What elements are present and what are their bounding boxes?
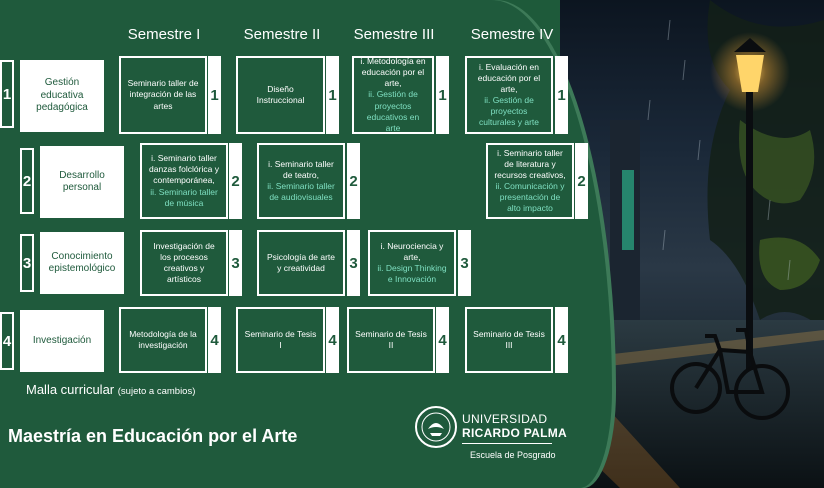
credit-r2-s4: 2 xyxy=(575,143,588,219)
school-name: Escuela de Posgrado xyxy=(470,450,556,460)
course-r2-s4-line2: ii. Comunicación y presentación de alto impacto xyxy=(495,181,565,214)
course-r1-s3-line2: ii. Gestión de proyectos educativos en arte xyxy=(366,89,420,133)
university-name xyxy=(462,412,567,440)
semester-header-1: Semestre I xyxy=(127,26,201,43)
row-2-label: Desarrollo personal xyxy=(40,146,124,218)
course-r2-s4 xyxy=(486,143,574,219)
row-3-number: 3 xyxy=(20,234,34,292)
row-1-label: Gestión educativa pedagógica xyxy=(20,60,104,132)
curriculum-caption xyxy=(26,382,195,397)
course-r2-s1 xyxy=(140,143,228,219)
course-r3-s3-line1: i. Neurociencia y arte, xyxy=(380,240,444,262)
course-r3-s3 xyxy=(368,230,456,296)
row-4-label: Investigación xyxy=(20,310,104,372)
credit-r3-s1: 3 xyxy=(229,230,242,296)
credit-r1-s2: 1 xyxy=(326,56,339,134)
credit-r2-s2: 2 xyxy=(347,143,360,219)
course-r1-s3-line1: i. Metodología en educación por el arte, xyxy=(360,56,426,89)
row-2-number: 2 xyxy=(20,148,34,214)
semester-header-3: Semestre III xyxy=(353,26,435,43)
course-r2-s2 xyxy=(257,143,345,219)
course-r1-s4 xyxy=(465,56,553,134)
credit-r2-s1: 2 xyxy=(229,143,242,219)
course-r1-s3 xyxy=(352,56,434,134)
row-1-number: 1 xyxy=(0,60,14,128)
row-4-number: 4 xyxy=(0,312,14,370)
course-r2-s1-line2: ii. Seminario taller de música xyxy=(150,186,218,208)
credit-r1-s3: 1 xyxy=(436,56,449,134)
credit-r3-s2: 3 xyxy=(347,230,360,296)
credit-r4-s2: 4 xyxy=(326,307,339,373)
semester-header-2: Semestre II xyxy=(243,26,321,43)
university-name-line1: UNIVERSIDAD xyxy=(462,412,548,426)
credit-r3-s3: 3 xyxy=(458,230,471,296)
logo-divider xyxy=(462,443,552,444)
course-r4-s4: Seminario de Tesis III xyxy=(465,307,553,373)
course-r1-s2: Diseño Instruccional xyxy=(236,56,325,134)
university-name-line2: RICARDO PALMA xyxy=(462,426,568,440)
credit-r1-s4: 1 xyxy=(555,56,568,134)
course-r1-s1: Seminario taller de integración de las artes xyxy=(119,56,207,134)
course-r1-s4-line1: i. Evaluación en educación por el arte, xyxy=(477,61,541,94)
course-r1-s4-line2: ii. Gestión de proyectos culturales y arte xyxy=(479,95,539,128)
course-r3-s3-line2: ii. Design Thinking e Innovación xyxy=(377,263,447,285)
course-r3-s2: Psicología de arte y creatividad xyxy=(257,230,345,296)
curriculum-caption-title: Malla curricular xyxy=(26,382,115,397)
course-r4-s1: Metodología de la investigación xyxy=(119,307,207,373)
course-r2-s4-line1: i. Seminario taller de literatura y recursos creativos, xyxy=(494,147,566,180)
credit-r4-s4: 4 xyxy=(555,307,568,373)
program-title: Maestría en Educación por el Arte xyxy=(8,426,298,446)
course-r4-s3: Seminario de Tesis II xyxy=(347,307,435,373)
course-r2-s2-line1: i. Seminario taller de teatro, xyxy=(268,158,334,180)
curriculum-caption-note: (sujeto a cambios) xyxy=(117,386,196,397)
university-seal-icon xyxy=(414,405,458,454)
credit-r1-s1: 1 xyxy=(208,56,221,134)
credit-r4-s1: 4 xyxy=(208,307,221,373)
course-r2-s1-line1: i. Seminario taller danzas folclórica y contemporánea, xyxy=(149,153,219,186)
course-r3-s1: Investigación de los procesos creativos y artísticos xyxy=(140,230,228,296)
course-r4-s2: Seminario de Tesis I xyxy=(236,307,325,373)
course-r2-s2-line2: ii. Seminario taller de audiovisuales xyxy=(267,181,335,203)
credit-r4-s3: 4 xyxy=(436,307,449,373)
semester-header-4: Semestre IV xyxy=(470,26,554,43)
row-3-label: Conocimiento epistemológico xyxy=(40,232,124,294)
